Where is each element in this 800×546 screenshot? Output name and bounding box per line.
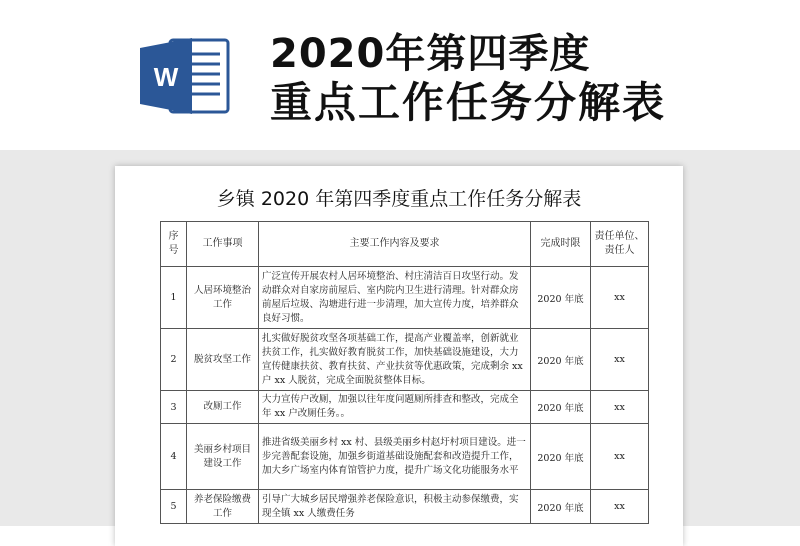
cell-deadline: 2020 年底 [531, 267, 591, 329]
col-header-deadline: 完成时限 [531, 222, 591, 267]
cell-item: 美丽乡村项目建设工作 [187, 424, 259, 490]
cell-owner: xx [591, 424, 649, 490]
table-row [161, 267, 649, 329]
cell-no: 3 [161, 391, 187, 424]
cell-deadline: 2020 年底 [531, 329, 591, 391]
task-table [160, 221, 649, 524]
col-header-no: 序号 [161, 222, 187, 267]
cell-item: 养老保险缴费工作 [187, 490, 259, 524]
cell-content: 广泛宣传开展农村人居环境整治、村庄清洁百日攻坚行动。发动群众对自家房前屋后、室内院内卫生进行清理。针对群众房前屋后垃圾、沟塘进行进一步清理，加大宣传力度，培养群众良好习惯。 [259, 267, 531, 329]
word-icon-letter: W [153, 62, 179, 92]
table-row [161, 490, 649, 524]
banner-title-line1: 2020年第四季度 [270, 31, 591, 77]
cell-no: 5 [161, 490, 187, 524]
cell-item: 改厕工作 [187, 391, 259, 424]
cell-item: 人居环境整治工作 [187, 267, 259, 329]
cell-content: 大力宣传户改厕，加强以往年度问题厕所排查和整改，完成全年 xx 户改厕任务。。 [259, 391, 531, 424]
document-title: 乡镇 2020 年第四季度重点工作任务分解表 [216, 188, 582, 210]
document-page [115, 166, 683, 546]
cell-item: 脱贫攻坚工作 [187, 329, 259, 391]
table-row [161, 329, 649, 391]
table-row [161, 424, 649, 490]
cell-no: 4 [161, 424, 187, 490]
table-row [161, 391, 649, 424]
banner-title [270, 30, 666, 128]
cell-deadline: 2020 年底 [531, 490, 591, 524]
cell-content: 扎实做好脱贫攻坚各项基础工作，提高产业覆盖率，创新就业扶贫工作，扎实做好教育脱贫工作，加快基础设施建设，大力宣传健康扶贫、教育扶贫、产业扶贫等优惠政策，完成剩余 xx 户 xx 人脱贫，完成全面脱贫整体目标。 [259, 329, 531, 391]
cell-owner: xx [591, 267, 649, 329]
cell-no: 2 [161, 329, 187, 391]
cell-deadline: 2020 年底 [531, 424, 591, 490]
table-header-row [161, 222, 649, 267]
banner-title-line2: 重点工作任务分解表 [270, 78, 667, 127]
cell-owner: xx [591, 329, 649, 391]
cell-content: 推进省级美丽乡村 xx 村、县级美丽乡村赵圩村项目建设。进一步完善配套设施，加强乡街道基础设施配套和改造提升工作，加大乡广场室内体育馆管护力度，提升广场文化功能服务水平 [259, 424, 531, 490]
cell-no: 1 [161, 267, 187, 329]
cell-owner: xx [591, 391, 649, 424]
banner-header [0, 0, 800, 150]
col-header-content: 主要工作内容及要求 [259, 222, 531, 267]
col-header-item: 工作事项 [187, 222, 259, 267]
cell-owner: xx [591, 490, 649, 524]
col-header-owner: 责任单位、责任人 [591, 222, 649, 267]
word-icon [140, 36, 232, 116]
cell-deadline: 2020 年底 [531, 391, 591, 424]
cell-content: 引导广大城乡居民增强养老保险意识，积极主动参保缴费，实现全镇 xx 人缴费任务 [259, 490, 531, 524]
